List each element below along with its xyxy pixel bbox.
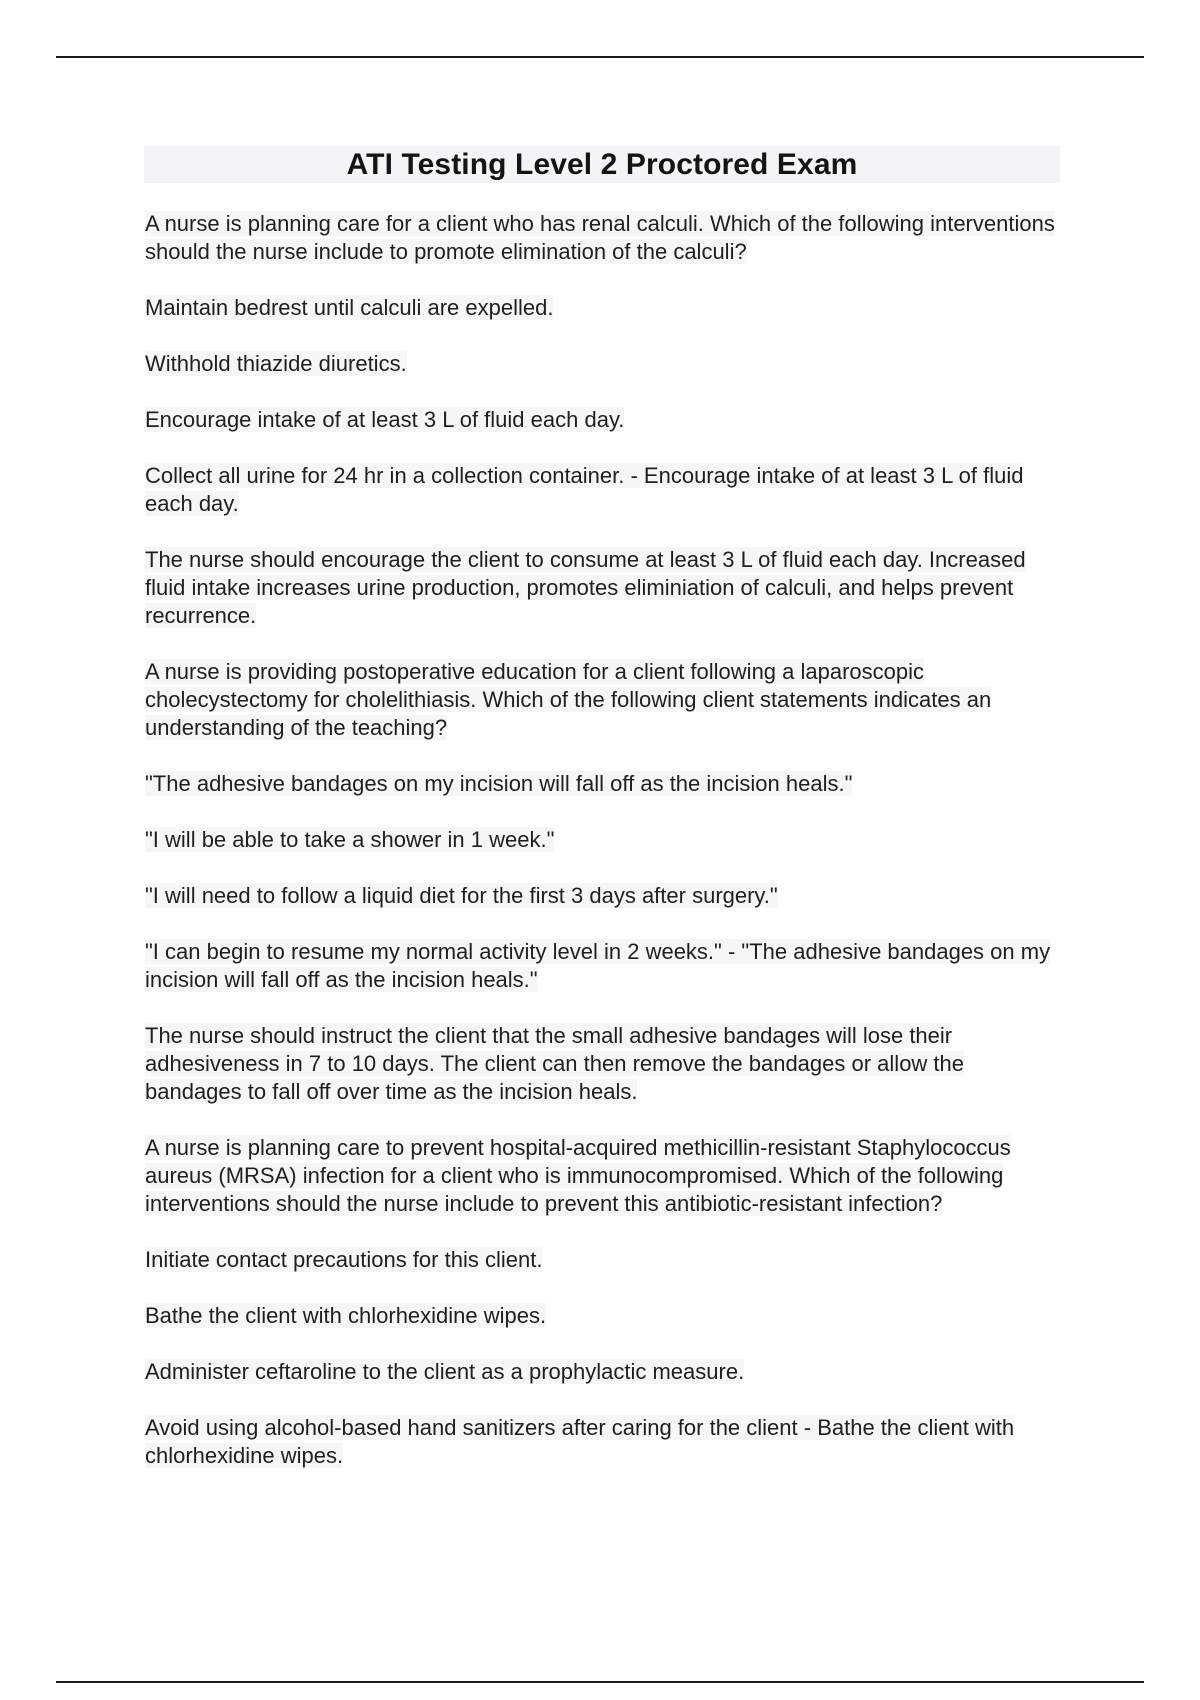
question-3-option-d-answer: Avoid using alcohol-based hand sanitizers after caring for the client - Bathe the client with chlorhexidine wipes.: [145, 1415, 1015, 1468]
question-1-option-b: Withhold thiazide diuretics.: [145, 351, 407, 376]
question-2-option-d-answer: "I can begin to resume my normal activity level in 2 weeks." - "The adhesive bandages on my incision will fall off as the incision heals.": [145, 939, 1051, 992]
question-1-option-a: Maintain bedrest until calculi are expelled.: [145, 295, 554, 320]
question-1-rationale: The nurse should encourage the client to consume at least 3 L of fluid each day. Increased fluid intake increases urine production, promotes eliminiation of calculi, and helps prevent recurrence.: [145, 547, 1026, 628]
question-2: A nurse is providing postoperative education for a client following a laparoscopic cholecystectomy for cholelithiasis. Which of the following client statements indicates an understanding of the teaching?: [145, 659, 992, 740]
question-1: A nurse is planning care for a client who has renal calculi. Which of the following interventions should the nurse include to promote elimination of the calculi?: [145, 211, 1055, 264]
question-2-option-b: "I will be able to take a shower in 1 week.": [145, 827, 555, 852]
question-1-option-c: Encourage intake of at least 3 L of fluid each day.: [145, 407, 625, 432]
question-1-option-d-answer: Collect all urine for 24 hr in a collection container. - Encourage intake of at least 3 L of fluid each day.: [145, 463, 1024, 516]
question-2-option-a: "The adhesive bandages on my incision will fall off as the incision heals.": [145, 771, 853, 796]
document-body: [144, 146, 1060, 1498]
bottom-rule: [56, 1681, 1144, 1683]
question-2-option-c: "I will need to follow a liquid diet for the first 3 days after surgery.": [145, 883, 778, 908]
question-3-option-c: Administer ceftaroline to the client as a prophylactic measure.: [145, 1359, 745, 1384]
top-rule: [56, 56, 1144, 58]
title-bar: [144, 146, 1060, 183]
question-2-rationale: The nurse should instruct the client that the small adhesive bandages will lose their adhesiveness in 7 to 10 days. The client can then remove the bandages or allow the bandages to fall off over time as the incision heals.: [145, 1023, 965, 1104]
question-3-option-a: Initiate contact precautions for this client.: [145, 1247, 543, 1272]
question-3: A nurse is planning care to prevent hospital-acquired methicillin-resistant Staphylococcus aureus (MRSA) infection for a client who is immunocompromised. Which of the following interventions should the nurse include to prevent this antibiotic-resistant infection?: [145, 1135, 1011, 1216]
question-3-option-b: Bathe the client with chlorhexidine wipes.: [145, 1303, 547, 1328]
document-title: ATI Testing Level 2 Proctored Exam: [346, 148, 858, 181]
